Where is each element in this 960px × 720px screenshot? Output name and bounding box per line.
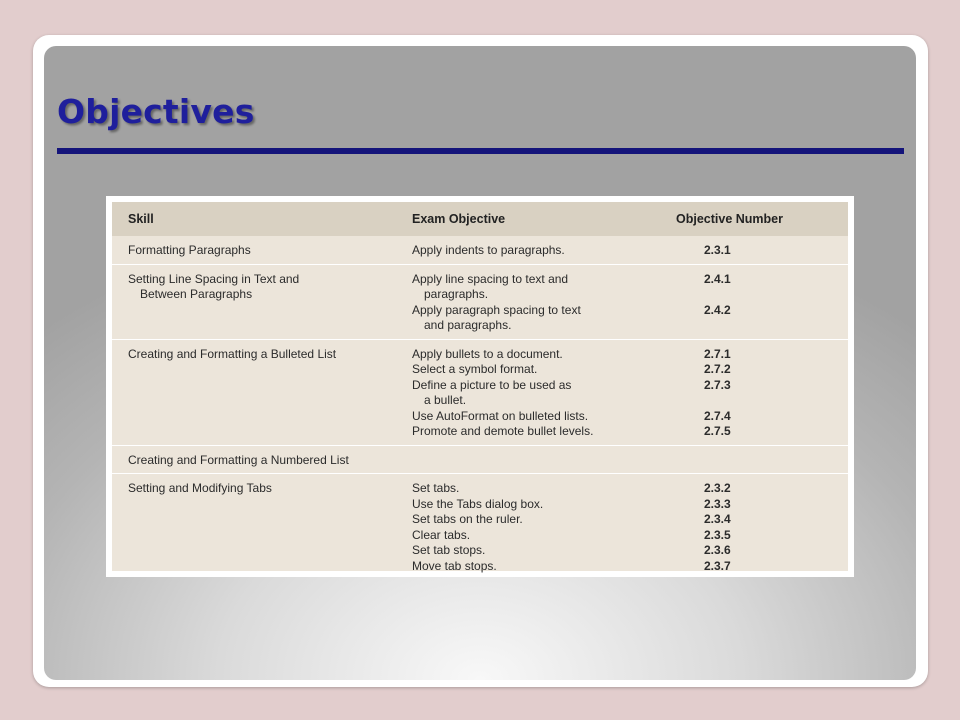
skill-cell (112, 474, 410, 580)
objective-number (662, 497, 848, 513)
skill-text: Setting Line Spacing in Text and (128, 271, 300, 286)
exam-objective-text: Move tab stops. (412, 558, 497, 573)
table-row (112, 474, 848, 580)
exam-objective-item (412, 424, 662, 440)
objective-number-value: 2.3.5 (704, 527, 731, 542)
skill-cell (112, 445, 410, 474)
objective-number-cell (662, 236, 848, 264)
table-row (112, 339, 848, 445)
objective-number-value: 2.3.6 (704, 543, 731, 557)
exam-objective-text: Apply paragraph spacing to text (412, 302, 581, 317)
objectives-table-panel (112, 202, 848, 571)
exam-objective-text: a bullet. (424, 393, 467, 407)
objective-number-value: 2.3.3 (704, 496, 731, 511)
objective-number-cell (662, 339, 848, 445)
objective-number (662, 559, 848, 575)
objective-number (662, 243, 848, 259)
objective-number (662, 481, 848, 497)
exam-objective-item (412, 303, 662, 334)
objective-number (662, 347, 848, 363)
objectives-table (112, 202, 848, 579)
objective-number-value: 2.7.2 (704, 362, 731, 376)
exam-objective-text: paragraphs. (424, 287, 489, 301)
number-spacer (704, 287, 848, 303)
skill-text: Setting and Modifying Tabs (128, 481, 272, 495)
objective-number-cell (662, 445, 848, 474)
objective-number (662, 528, 848, 544)
objective-number-value: 2.3.4 (704, 512, 731, 526)
exam-objective-text: Select a symbol format. (412, 362, 538, 376)
objective-number-value: 2.7.1 (704, 346, 731, 361)
exam-objective-cell (410, 236, 662, 264)
exam-objective-text: Define a picture to be used as (412, 377, 572, 392)
table-row (112, 236, 848, 264)
exam-objective-item (412, 272, 662, 303)
header-objective-number: Objective Number (662, 202, 848, 236)
title-underline (57, 148, 904, 154)
exam-objective-text: Clear tabs. (412, 527, 471, 542)
table-row (112, 264, 848, 339)
number-spacer (704, 393, 848, 409)
exam-objective-item (412, 559, 662, 575)
exam-objective-cell (410, 264, 662, 339)
table-row (112, 445, 848, 474)
objective-number-value: 2.3.1 (704, 243, 731, 257)
objectives-table-card (106, 196, 854, 577)
exam-objective-item (412, 243, 662, 259)
exam-objective-text: Use the Tabs dialog box. (412, 496, 544, 511)
exam-objective-text: Use AutoFormat on bulleted lists. (412, 408, 589, 423)
skill-text: Between Paragraphs (140, 287, 253, 301)
exam-objective-item (412, 362, 662, 378)
exam-objective-cell (410, 445, 662, 474)
exam-objective-text: Apply bullets to a document. (412, 346, 563, 361)
objective-number (662, 409, 848, 425)
number-spacer (704, 318, 848, 334)
objective-number-value: 2.7.3 (704, 377, 731, 392)
exam-objective-text: Apply indents to paragraphs. (412, 243, 565, 257)
objective-number-value: 2.4.1 (704, 271, 731, 286)
skill-cell (112, 264, 410, 339)
objective-number (662, 512, 848, 528)
skill-cell (112, 339, 410, 445)
objective-number (662, 303, 848, 334)
skill-cell (112, 236, 410, 264)
slide-title: Objectives (57, 92, 255, 131)
exam-objective-text: Promote and demote bullet levels. (412, 424, 594, 438)
objective-number (662, 424, 848, 440)
objective-number (662, 543, 848, 559)
objective-number (662, 272, 848, 303)
objective-number (662, 362, 848, 378)
exam-objective-item (412, 409, 662, 425)
exam-objective-item (412, 497, 662, 513)
exam-objective-item (412, 512, 662, 528)
skill-text: Creating and Formatting a Numbered List (128, 452, 349, 467)
exam-objective-cell (410, 339, 662, 445)
exam-objective-item (412, 481, 662, 497)
objective-number-value: 2.3.2 (704, 481, 731, 495)
exam-objective-text: and paragraphs. (424, 318, 512, 332)
objective-number-cell (662, 264, 848, 339)
objective-number-value: 2.7.5 (704, 424, 731, 438)
exam-objective-item (412, 378, 662, 409)
exam-objective-cell (410, 474, 662, 580)
exam-objective-item (412, 528, 662, 544)
exam-objective-text: Set tabs. (412, 481, 460, 495)
objective-number-cell (662, 474, 848, 580)
exam-objective-text: Set tab stops. (412, 543, 486, 557)
header-skill: Skill (112, 202, 410, 236)
skill-text: Formatting Paragraphs (128, 243, 251, 257)
table-header-row (112, 202, 848, 236)
exam-objective-text: Apply line spacing to text and (412, 271, 569, 286)
skill-text: Creating and Formatting a Bulleted List (128, 346, 337, 361)
exam-objective-text: Set tabs on the ruler. (412, 512, 523, 526)
exam-objective-item (412, 347, 662, 363)
exam-objective-item (412, 543, 662, 559)
objective-number (662, 378, 848, 409)
objective-number-value: 2.4.2 (704, 302, 731, 317)
objective-number-value: 2.3.7 (704, 558, 731, 573)
header-exam-objective: Exam Objective (410, 202, 662, 236)
objective-number-value: 2.7.4 (704, 408, 731, 423)
